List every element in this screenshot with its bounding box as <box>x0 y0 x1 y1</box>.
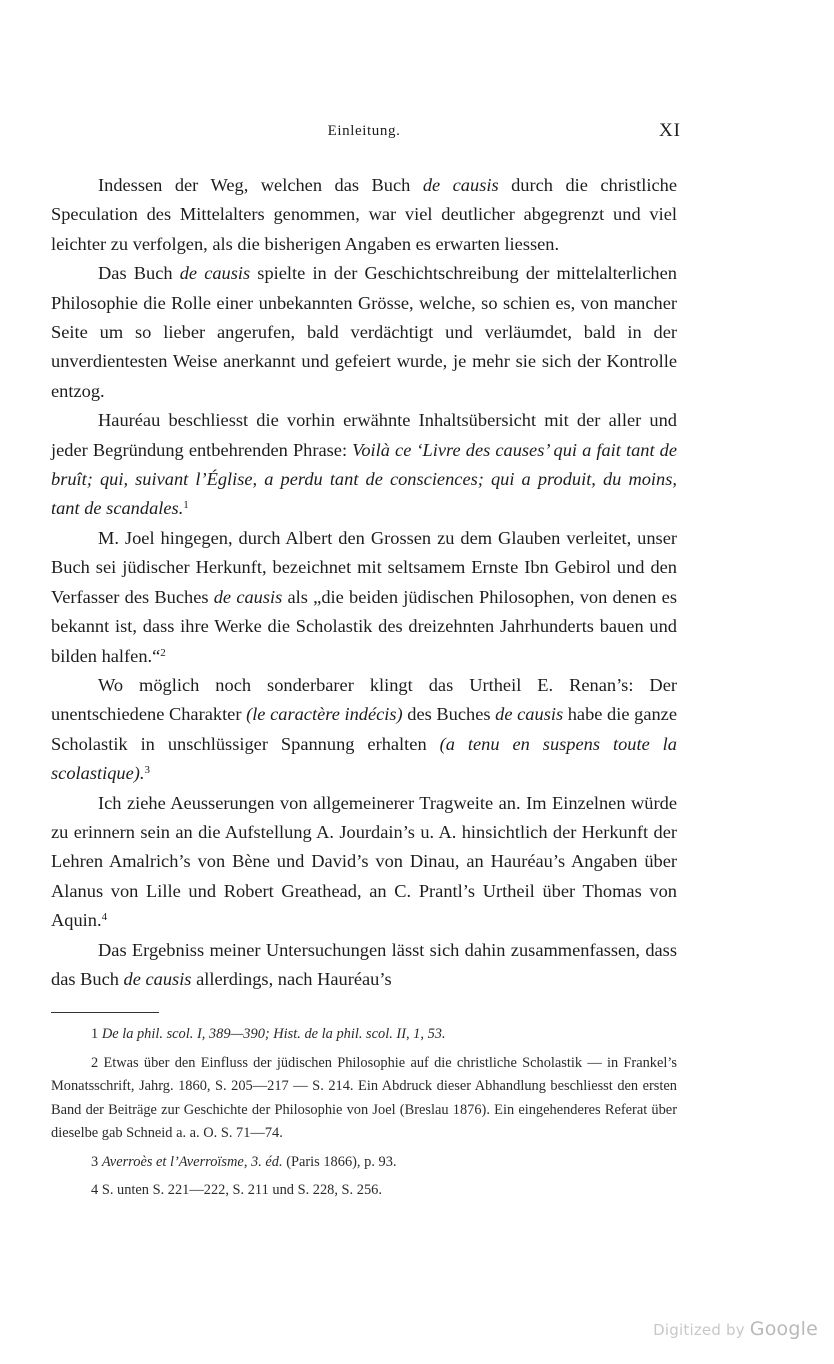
text-run: Indessen der Weg, welchen das Buch <box>98 175 423 195</box>
text-run: durch die christliche Speculation des Mittelalters genommen, war viel deutlicher abgegrenzt und viel leichter zu verfolgen, als die bisherigen Angaben es erwarten liessen. <box>51 175 677 254</box>
text-run: Wo möglich noch sonderbarer klingt das Urtheil E. Renan’s: Der unentschiedene Charakter <box>51 674 677 725</box>
text-run: habe die ganze Scholastik in unschlüssiger Spannung erhalten <box>51 704 678 754</box>
footnote-ref: 3 <box>144 764 150 777</box>
footnote <box>51 1052 677 1146</box>
text-run: M. Joel hingegen, durch Albert den Grossen zu dem Glauben verleitet, unser Buch sei jüdischer Herkunft, bezeichnet mit seltsamem Ernste Ibn Gebirol und den Verfasser des Buches <box>51 527 677 607</box>
watermark-prefix: Digitized by <box>653 1321 745 1339</box>
footnote-text: Etwas über den Einfluss der jüdischen Philosophie auf die christliche Scholastik — in Frankel’s Monatsschrift, Jahrg. 1860, S. 205—217 — S. 214. Ein Abdruck dieser Abhandlung beschliesst den ersten Band der Beiträge zur Geschichte der Philosophie von Joel (Breslau 1876). Ein eingehenderes Referat über dieselbe gab Schneid a. a. O. S. 71—74. <box>51 1054 677 1141</box>
italic-quote: Voilà ce ‘Livre des causes’ qui a fait tant de bruît; qui, suivant l’Église, a perdu tant de consciences; qui a produit, du moins, tant de scandales. <box>51 439 677 519</box>
paragraph <box>51 259 677 406</box>
footnote-text: (Paris 1866), p. 93. <box>282 1153 397 1170</box>
footnote-number: 2 <box>91 1054 99 1071</box>
footnote-ref: 1 <box>183 499 189 512</box>
italic-title: de causis <box>495 704 564 725</box>
book-page <box>51 0 681 1364</box>
text-run: allerdings, nach Hauréau’s <box>191 968 392 989</box>
text-run: des Buches <box>402 704 496 725</box>
running-header <box>51 120 681 144</box>
body-text <box>51 171 677 994</box>
footnote <box>51 1151 677 1175</box>
text-run: Das Buch <box>98 263 180 284</box>
text-run: Ich ziehe Aeusserungen von allgemeinerer Tragweite an. Im Einzelnen würde zu erinnern sein an die Aufstellung A. Jourdain’s u. A. hinsichtlich der Herkunft der Lehren Amalrich’s von Bène und David’s von Dinau, an Hauréau’s Angaben über Alanus von Lille und Robert Greathead, an C. Prantl’s Urtheil über Thomas von Aquin. <box>51 792 677 931</box>
italic-title: de causis <box>123 968 192 989</box>
text-run: spielte in der Geschichtschreibung der mittelalterlichen Philosophie die Rolle einer unbekannten Grösse, welche, so schien es, von mancher Seite um so lieber angerufen, bald verdächtigt und verläumdet, bald in der unverdientesten Weise anerkannt und gefeiert wurde, je mehr sie sich der Kontrolle entzog. <box>51 263 677 401</box>
paragraph <box>51 789 677 936</box>
paragraph <box>51 406 677 524</box>
page-number: XI <box>658 120 681 141</box>
paragraph <box>51 171 677 259</box>
footnote-ref: 4 <box>101 911 108 924</box>
paragraph <box>51 671 677 789</box>
italic-title: de causis <box>213 586 283 607</box>
footnote-number: 3 <box>91 1153 99 1170</box>
digitized-watermark <box>653 1318 818 1340</box>
text-run: Das Ergebniss meiner Untersuchungen lässt sich dahin zusammenfassen, dass das Buch <box>51 939 677 989</box>
footnote-divider <box>51 1012 159 1013</box>
footnote <box>51 1023 677 1047</box>
italic-quote: (a tenu en suspens toute la scolastique). <box>51 733 677 784</box>
footnote-text: De la phil. scol. I, 389—390; Hist. de la phil. scol. II, 1, 53. <box>101 1026 446 1042</box>
footnote-number: 1 <box>91 1026 99 1042</box>
italic-quote: (le caractère indécis) <box>246 704 403 725</box>
footnote-text: S. unten S. 221—222, S. 211 und S. 228, S. 256. <box>101 1182 382 1198</box>
footnote-number: 4 <box>91 1182 99 1198</box>
italic-title: de causis <box>179 263 251 284</box>
running-title: Einleitung. <box>327 123 401 139</box>
footnote-title: Averroès et l’Averroïsme, 3. éd. <box>101 1153 283 1170</box>
text-run: Hauréau beschliesst die vorhin erwähnte Inhaltsübersicht mit der aller und jeder Begründung entbehrenden Phrase: <box>51 410 677 460</box>
footnote <box>51 1179 677 1203</box>
watermark-brand: Google <box>749 1318 818 1340</box>
footnote-ref: 2 <box>160 646 166 659</box>
italic-title: de causis <box>422 175 499 195</box>
footnotes <box>51 1023 677 1208</box>
paragraph <box>51 936 677 995</box>
text-run: als „die beiden jüdischen Philosophen, von denen es bekannt ist, dass ihre Werke die Scholastik des dreizehnten Jahrhunderts bauen und bilden halfen.“ <box>51 586 677 666</box>
paragraph <box>51 524 677 671</box>
